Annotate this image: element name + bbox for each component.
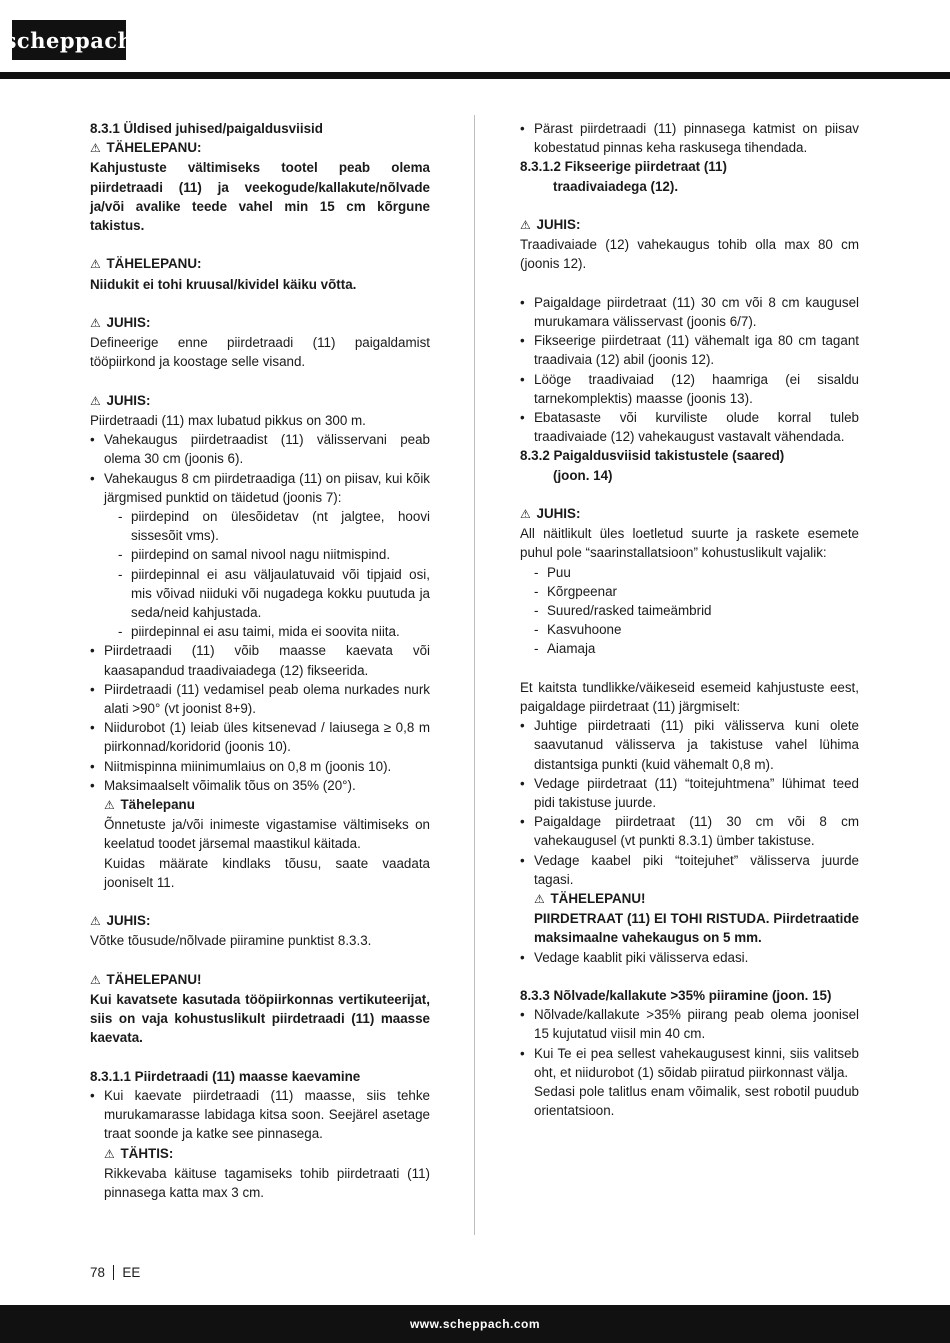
dash-list bbox=[520, 563, 859, 659]
list-item: - Puu bbox=[520, 563, 859, 582]
note-label: JUHIS: bbox=[536, 506, 581, 522]
page-footer bbox=[90, 1265, 140, 1280]
list-item: • Niitmispinna miinimumlaius on 0,8 m (joonis 10). bbox=[90, 757, 430, 776]
note-text: Traadivaiade (12) vahekaugus tohib olla max 80 cm (joonis 12). bbox=[520, 237, 859, 272]
bullet-list bbox=[90, 1086, 430, 1202]
column-divider bbox=[474, 115, 475, 1235]
hint-note bbox=[520, 215, 859, 274]
list-item: - piirdepinnal ei asu väljaulatuvaid või tipjaid osi, mis võivad niiduki või nugadega kokku puutuda ja seda/neid kahjustada. bbox=[104, 565, 430, 623]
warning-icon: ⚠ bbox=[104, 1146, 115, 1161]
list-item: - Suured/rasked taimeämbrid bbox=[520, 601, 859, 620]
list-item: • Vedage kaablit piki välisserva edasi. bbox=[520, 948, 859, 967]
note-label: JUHIS: bbox=[106, 392, 151, 408]
warning-icon: ⚠ bbox=[90, 257, 101, 272]
note-text: Kahjustuste vältimiseks tootel peab olema piirdetraadi (11) ja veekogude/kallakute/nõlvade ja/või avalike teede vahel min 15 cm kõrgune takistus. bbox=[90, 160, 430, 234]
list-item: • Lööge traadivaiad (12) haamriga (ei sisaldu tarnekomplektis) maasse (joonis 13). bbox=[520, 370, 859, 408]
warning-icon: ⚠ bbox=[520, 218, 531, 232]
note-label: TÄHELEPANU! bbox=[550, 891, 646, 907]
note-text: Rikkevaba käituse tagamiseks tohib piirdetraati (11) pinnasega katta max 3 cm. bbox=[104, 1165, 430, 1201]
hint-note bbox=[90, 391, 430, 892]
hint-note bbox=[90, 911, 430, 950]
note-text: Piirdetraadi (11) max lubatud pikkus on 300 m. bbox=[90, 413, 366, 428]
list-item: • Vahekaugus 8 cm piirdetraadiga (11) on piisav, kui kõik järgmised punktid on täidetud (joonis 7): - piirdepind on ülesõidetav (nt jalgtee, hoovi sissesõit vms). - piirdepind on samal nivool nagu niitmispind. - piirdepinnal ei asu väljaulatuvaid või tipjaid osi, mis võivad niiduki või nugadega kokku puutuda ja seda/neid kahjustada. - piirdepinnal ei asu taimi, mida ei soovita niita. bbox=[90, 469, 430, 642]
warning-icon: ⚠ bbox=[90, 393, 101, 408]
note-text: All näitlikult üles loetletud suurte ja raskete esemete puhul pole “saarinstallatsioon” kohustuslikult vajalik: bbox=[520, 526, 859, 561]
list-item: • Juhtige piirdetraati (11) piki välisserva kuni olete saavutanud välisserva ja takistuse vahel lühima distantsiga punkti (kuid vähemalt 0,8 m). bbox=[520, 716, 859, 774]
warning-icon: ⚠ bbox=[534, 892, 545, 907]
list-item: • Maksimaalselt võimalik tõus on 35% (20°). ⚠ Tähelepanu Õnnetuste ja/või inimeste vigastamise vältimiseks on keelatud toodet järsemal maastikul käitada. Kuidas määrate kindlaks tõusu, saate vaadata jooniselt 11. bbox=[90, 776, 430, 892]
note-label: JUHIS: bbox=[106, 315, 151, 330]
list-item: • Pärast piirdetraadi (11) pinnasega katmist on piisav kobestatud pinnas keha raskusega tihendada. bbox=[520, 119, 859, 157]
note-text: Niidukit ei tohi kruusal/kividel käiku võtta. bbox=[90, 276, 357, 292]
warning-note bbox=[90, 254, 430, 293]
dash-list bbox=[104, 507, 430, 641]
note-text: PIIRDETRAAT (11) EI TOHI RISTUDA. Piirdetraatide maksimaalne vahekaugus on 5 mm. bbox=[534, 911, 859, 946]
list-item: • Piirdetraadi (11) võib maasse kaevata või kaasapandud traadivaiadega (12) fikseerida. bbox=[90, 641, 430, 679]
list-item: • Kui kaevate piirdetraadi (11) maasse, siis tehke murukamarasse labidaga kitsa soon. Seejärel asetage traat soonde ja katke see pinnasega. ⚠ TÄHTIS: Rikkevaba käituse tagamiseks tohib piirdetraati (11) pinnasega katta max 3 cm. bbox=[90, 1086, 430, 1202]
website-link[interactable]: www.scheppach.com bbox=[409, 1317, 541, 1331]
note-text: Õnnetuste ja/või inimeste vigastamise vältimiseks on keelatud toodet järsemal maastikul käitada. bbox=[104, 817, 430, 852]
note-label: TÄHELEPANU: bbox=[106, 256, 202, 272]
list-item: - piirdepind on samal nivool nagu niitmispind. bbox=[104, 545, 430, 564]
page-number: 78 bbox=[90, 1265, 105, 1280]
list-item: • Fikseerige piirdetraat (11) vähemalt iga 80 cm tagant traadivaia (12) abil (joonis 12). bbox=[520, 331, 859, 369]
list-item: • Vahekaugus piirdetraadist (11) välisservani peab olema 30 cm (joonis 6). bbox=[90, 430, 430, 468]
footer-bar bbox=[0, 1305, 950, 1343]
bullet-list bbox=[520, 119, 859, 157]
warning-note bbox=[90, 138, 430, 235]
bullet-list bbox=[90, 430, 430, 892]
list-item: - Aiamaja bbox=[520, 639, 859, 658]
right-column bbox=[520, 119, 859, 1120]
note-label: TÄHELEPANU! bbox=[106, 971, 202, 987]
language-code: EE bbox=[122, 1265, 141, 1280]
warning-icon: ⚠ bbox=[104, 798, 115, 813]
warning-icon: ⚠ bbox=[520, 507, 531, 522]
section-heading-8-3-1-1: 8.3.1.1 Piirdetraadi (11) maasse kaevamine bbox=[90, 1068, 361, 1084]
hint-note bbox=[90, 313, 430, 372]
section-heading-8-3-1: 8.3.1 Üldised juhised/paigaldusviisid bbox=[90, 121, 323, 136]
note-text: Sedasi pole talitlus enam võimalik, sest robotil puudub orientatsioon. bbox=[534, 1084, 859, 1119]
list-item: - Kõrgpeenar bbox=[520, 582, 859, 601]
list-item: - piirdepind on ülesõidetav (nt jalgtee, hoovi sissesõit vms). bbox=[104, 507, 430, 545]
list-item: - Kasvuhoone bbox=[520, 620, 859, 639]
note-label: TÄHTIS: bbox=[120, 1145, 174, 1161]
note-label: Tähelepanu bbox=[120, 797, 195, 813]
list-item: • Piirdetraadi (11) vedamisel peab olema nurkades nurk alati >90° (vt joonist 8+9). bbox=[90, 680, 430, 718]
footer-separator bbox=[113, 1265, 115, 1280]
note-label: JUHIS: bbox=[536, 217, 581, 232]
header-rule bbox=[0, 72, 950, 79]
section-heading-8-3-3: 8.3.3 Nõlvade/kallakute >35% piiramine (joon. 15) bbox=[520, 988, 832, 1004]
bullet-list bbox=[520, 716, 859, 967]
note-text: Kuidas määrate kindlaks tõusu, saate vaadata jooniselt 11. bbox=[104, 855, 430, 890]
warning-icon: ⚠ bbox=[90, 914, 101, 929]
warning-icon: ⚠ bbox=[90, 316, 101, 330]
paragraph: Et kaitsta tundlikke/väikeseid esemeid kahjustuste eest, paigaldage piirdetraat (11) järgmiselt: bbox=[520, 679, 859, 715]
warning-note bbox=[90, 970, 430, 1048]
list-item: • Ebatasaste või kurviliste olude korral tuleb traadivaiade (12) vahekaugust vastavalt vähendada. bbox=[520, 408, 859, 446]
list-item: • Nõlvade/kallakute >35% piirang peab olema joonisel 15 kujutatud viisil min 40 cm. bbox=[520, 1005, 859, 1043]
list-item: • Vedage piirdetraat (11) “toitejuhtmena” lühimat teed pidi takistuse juurde. bbox=[520, 774, 859, 812]
list-item: • Kui Te ei pea sellest vahekaugusest kinni, siis valitseb oht, et niidurobot (1) sõidab piiratud piirkonnast välja. Sedasi pole talitlus enam võimalik, sest robotil puudub orientatsioon. bbox=[520, 1044, 859, 1121]
list-item: • Paigaldage piirdetraat (11) 30 cm või 8 cm vahekaugusel (vt punkti 8.3.1) ümber takistuse. bbox=[520, 812, 859, 850]
obstacle-instructions bbox=[520, 678, 859, 967]
warning-icon: ⚠ bbox=[90, 972, 101, 987]
section-heading-8-3-1-2: 8.3.1.2 Fikseerige piirdetraat (11) traadivaiadega (12). bbox=[520, 159, 727, 194]
list-item: • Niidurobot (1) leiab üles kitsenevad / laiusega ≥ 0,8 m piirkonnad/koridorid (joonis 10). bbox=[90, 718, 430, 756]
hint-note bbox=[520, 504, 859, 659]
bullet-list bbox=[520, 1005, 859, 1120]
note-label: TÄHELEPANU: bbox=[106, 140, 202, 156]
list-item: • Vedage kaabel piki “toitejuhet” välisserva juurde tagasi. ⚠ TÄHELEPANU! PIIRDETRAAT (11) EI TOHI RISTUDA. Piirdetraatide maksimaalne vahekaugus on 5 mm. bbox=[520, 851, 859, 948]
scheppach-logo: scheppach bbox=[12, 20, 126, 60]
list-item: - piirdepinnal ei asu taimi, mida ei soovita niita. bbox=[104, 622, 430, 641]
warning-icon: ⚠ bbox=[90, 141, 101, 156]
list-item: • Paigaldage piirdetraat (11) 30 cm või 8 cm kaugusel murukamara välisservast (joonis 6/7). bbox=[520, 293, 859, 331]
bullet-list bbox=[520, 293, 859, 447]
note-text: Võtke tõusude/nõlvade piiramine punktist 8.3.3. bbox=[90, 933, 372, 949]
left-column bbox=[90, 119, 430, 1202]
note-text: Defineerige enne piirdetraadi (11) paigaldamist tööpiirkond ja koostage selle visand. bbox=[90, 335, 430, 370]
note-label: JUHIS: bbox=[106, 913, 151, 929]
note-text: Kui kavatsete kasutada tööpiirkonnas vertikuteerijat, siis on vaja kohustuslikult piirdetraadi (11) maasse kaevata. bbox=[90, 992, 430, 1046]
section-heading-8-3-2: 8.3.2 Paigaldusviisid takistustele (saared) (joon. 14) bbox=[520, 448, 785, 483]
